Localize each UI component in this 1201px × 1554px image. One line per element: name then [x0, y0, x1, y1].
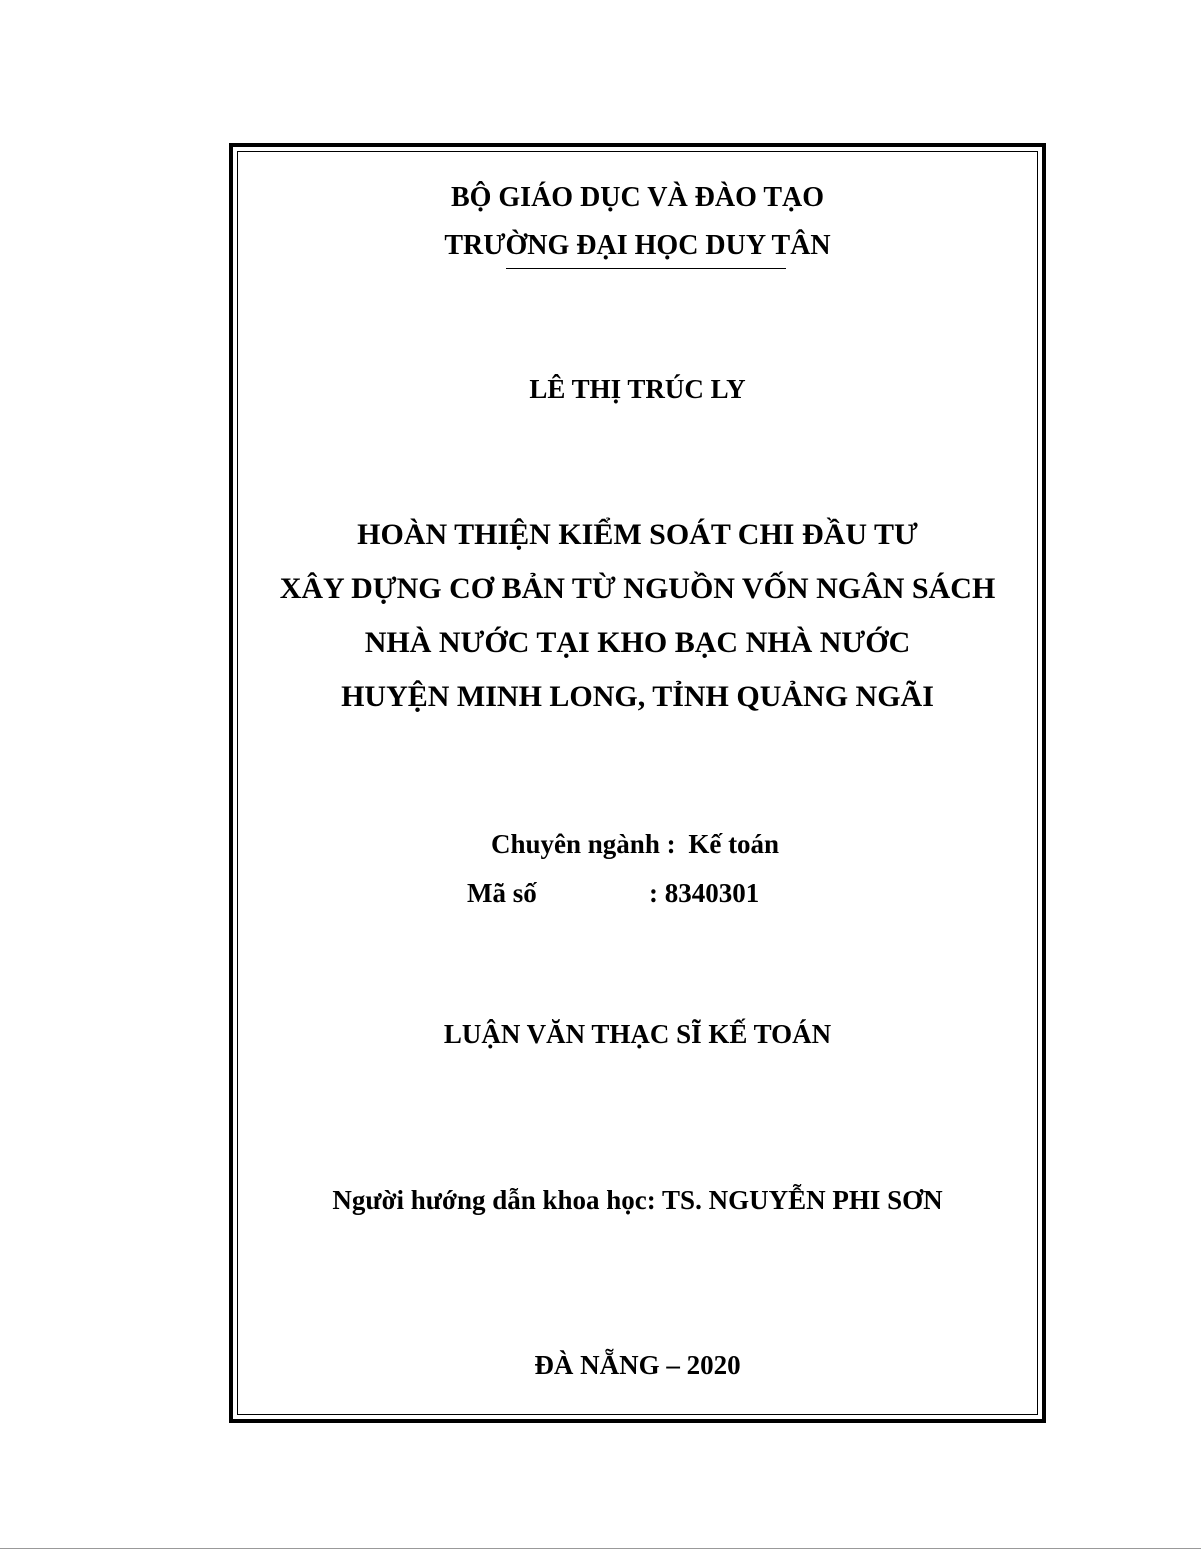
code-label: Mã số [467, 878, 537, 908]
advisor-line: Người hướng dẫn khoa học: TS. NGUYỄN PHI SƠN [332, 1185, 943, 1215]
degree-title: LUẬN VĂN THẠC SĨ KẾ TOÁN [443, 1019, 832, 1049]
major-row [491, 831, 779, 858]
author-name: LÊ THỊ TRÚC LY [529, 374, 746, 404]
code-value: : 8340301 [649, 878, 760, 908]
place-and-year: ĐÀ NẴNG – 2020 [534, 1350, 741, 1380]
thesis-title-line-3: NHÀ NƯỚC TẠI KHO BẠC NHÀ NƯỚC [364, 626, 911, 659]
page-border-inner [237, 151, 1038, 1415]
university-name: TRƯỜNG ĐẠI HỌC DUY TÂN [444, 230, 831, 261]
major-value: Kế toán [688, 829, 780, 859]
thesis-title-line-1: HOÀN THIỆN KIỂM SOÁT CHI ĐẦU TƯ [357, 518, 918, 551]
page-border [229, 143, 1046, 1423]
university-underline [506, 268, 786, 269]
major-label: Chuyên ngành : [491, 829, 676, 859]
page-bottom-edge [0, 1548, 1201, 1549]
thesis-title-line-2: XÂY DỰNG CƠ BẢN TỪ NGUỒN VỐN NGÂN SÁCH [279, 572, 996, 605]
ministry-name: BỘ GIÁO DỤC VÀ ĐÀO TẠO [450, 182, 825, 213]
thesis-title-line-4: HUYỆN MINH LONG, TỈNH QUẢNG NGÃI [341, 680, 934, 713]
